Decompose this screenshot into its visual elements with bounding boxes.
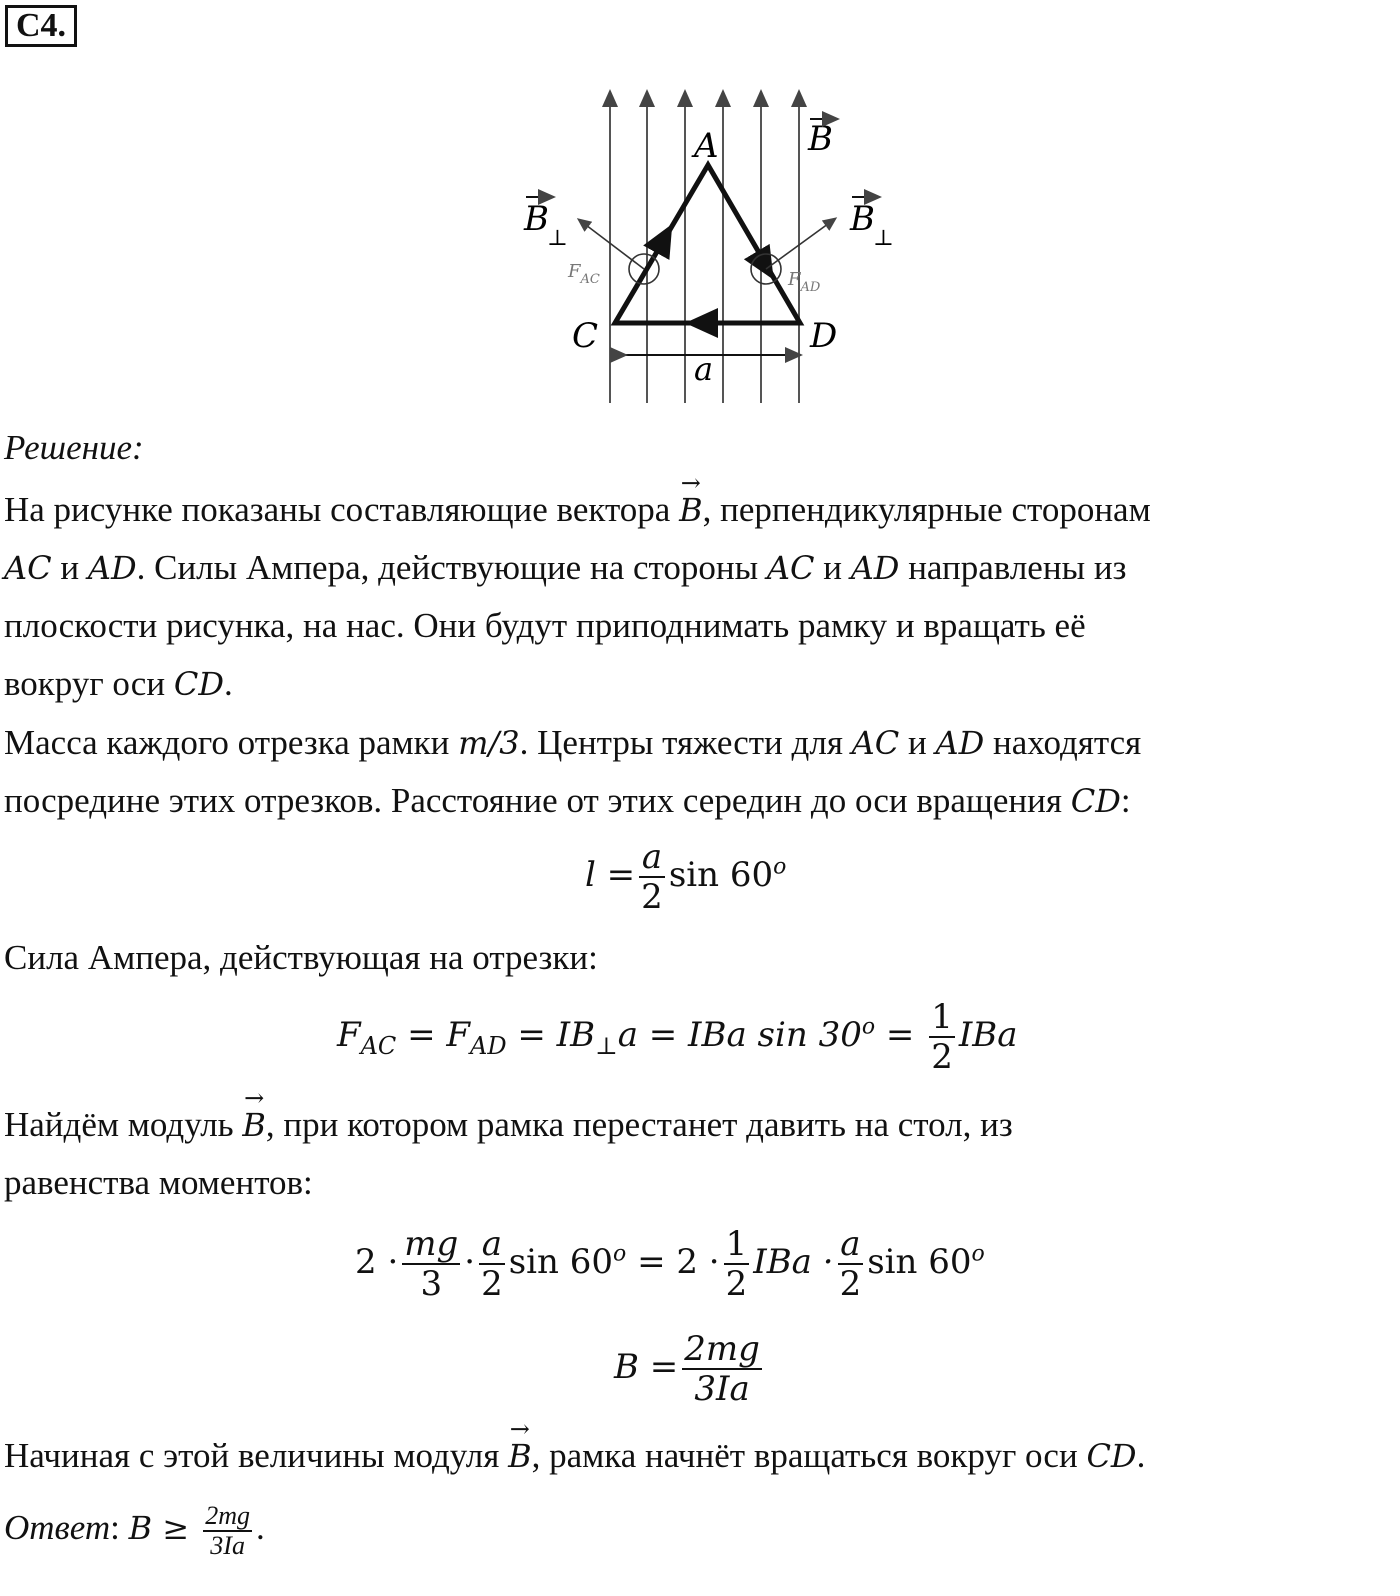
perp-symbol-right: ⊥ xyxy=(873,226,894,251)
equation-ampere-force: $F_{AC} = F_{AD} = IB_\perp a$ = IBa $\sin 30^o$ = $\frac{1}{2}$ IBa xyxy=(337,997,1018,1077)
force-label-FAC: $F_{AC}$ xyxy=(568,261,600,287)
triangle-frame xyxy=(615,165,800,323)
solution-heading: Решение xyxy=(4,428,133,467)
current-arrows xyxy=(655,237,766,323)
physics-figure xyxy=(510,85,910,425)
paragraph-5: Начиная с этой величины модуля → B, рамка начнёт вращаться вокруг оси CD. xyxy=(4,1436,1145,1476)
paragraph-4-line-2: равенства моментов: xyxy=(4,1163,313,1202)
answer-line: Ответ: B ≥ $\frac{2mg}{3Ia}$ . xyxy=(4,1501,265,1560)
solution-heading-line: Решение: xyxy=(4,428,144,467)
paragraph-2-line-2: посредине этих отрезков. Расстояние от этих середин до оси вращения CD: xyxy=(4,781,1131,820)
perp-symbol-left: ⊥ xyxy=(547,226,568,251)
dimension-label-a: a xyxy=(694,350,714,388)
paragraph-3: Сила Ампера, действующая на отрезки: xyxy=(4,938,598,977)
paragraph-2-line-1: Масса каждого отрезка рамки m/3. Центры тяжести для AC и AD находятся xyxy=(4,723,1142,762)
paragraph-4-line-1: Найдём модуль → B, при котором рамка перестанет давить на стол, из xyxy=(4,1105,1013,1145)
bperp-label-right: B xyxy=(850,199,875,239)
vertex-label-C: C xyxy=(572,316,599,356)
paragraph-1-line-3: плоскости рисунка, на нас. Они будут приподнимать рамку и вращать её xyxy=(4,606,1086,645)
answer-label: Ответ xyxy=(4,1508,111,1548)
bperp-label-left: B xyxy=(524,199,549,239)
vertex-label-A: A xyxy=(694,126,719,166)
paragraph-1-line-2: AC и AD. Силы Ампера, действующие на стороны AC и AD направлены из xyxy=(4,548,1127,587)
equation-B-result: B = $\frac{2mg}{3Ia}$ xyxy=(614,1329,760,1409)
force-label-FAD: $F_{AD}$ xyxy=(788,269,821,295)
paragraph-1-line-1: На рисунке показаны составляющие вектора → B, перпендикулярные сторонам xyxy=(4,490,1151,530)
equation-moments: 2 · $\frac{mg}{3}$ · $\frac{a}{2}$ $\sin 60^o = 2$ · $\frac{1}{2}$ IBa · $\frac{a}{2}$ sin 60$^o$ xyxy=(355,1224,985,1304)
paragraph-1-line-4: вокруг оси CD. xyxy=(4,664,233,703)
equation-l: l = $\frac{a}{2}$ sin 60$^o$ xyxy=(585,837,787,917)
field-label-B: B xyxy=(808,119,833,159)
vertex-label-D: D xyxy=(810,316,838,356)
problem-number-badge: C4. xyxy=(5,5,77,47)
